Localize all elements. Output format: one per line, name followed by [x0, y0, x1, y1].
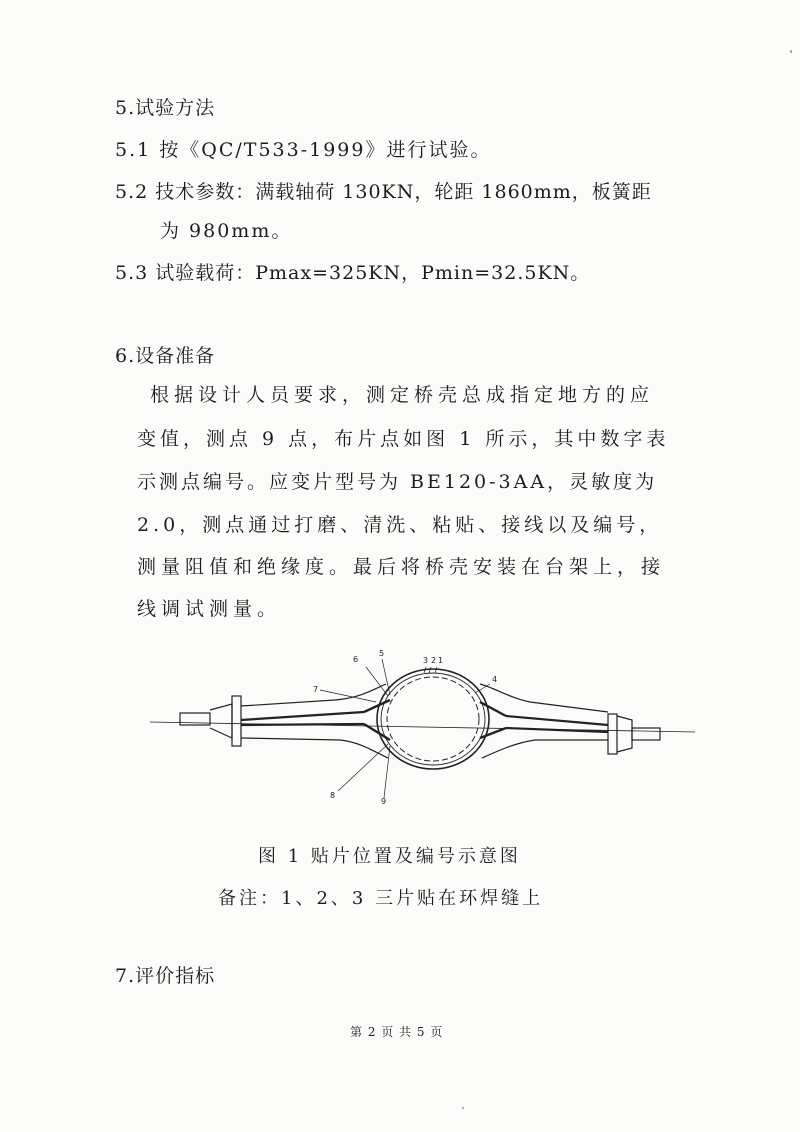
right-flange [608, 714, 617, 754]
banjo-outer [377, 669, 489, 769]
point-label-6: 6 [353, 655, 359, 664]
paragraph-line: 示测点编号。应变片型号为 BE120-3AA，灵敏度为 [137, 471, 658, 493]
point-label-2: 2 [431, 656, 437, 665]
section-6-heading: 6.设备准备 [115, 345, 216, 367]
paragraph-line: 测量阻值和绝缘度。最后将桥壳安装在台架上，接 [137, 556, 666, 578]
item-5-2-line2: 为 980mm。 [160, 220, 293, 242]
point-label-8: 8 [330, 791, 336, 800]
scan-speck [790, 50, 792, 53]
point-label-4: 4 [492, 675, 498, 684]
scan-speck [462, 1107, 464, 1109]
page-footer: 第 2 页 共 5 页 [350, 1025, 444, 1039]
banjo-inner [387, 677, 479, 761]
point-label-5: 5 [379, 649, 385, 658]
figure-note: 备注：1、2、3 三片贴在环焊缝上 [218, 888, 544, 909]
point-label-1: 1 [438, 656, 444, 665]
paragraph-line: 线调试测量。 [137, 598, 282, 620]
right-arm [480, 684, 608, 758]
left-taper [210, 704, 232, 738]
figure-caption: 图 1 贴片位置及编号示意图 [258, 846, 521, 867]
point-label-7: 7 [313, 685, 319, 694]
point-label-3: 3 [423, 656, 429, 665]
section-5-heading: 5.试验方法 [115, 97, 216, 119]
paragraph-line: 变值，测点 9 点，布片点如图 1 所示，其中数字表 [137, 428, 670, 450]
item-5-2-line1: 5.2 技术参数：满载轴荷 130KN，轮距 1860mm，板簧距 [115, 181, 652, 203]
paragraph-line: 2.0，测点通过打磨、清洗、粘贴、接线以及编号， [137, 514, 663, 536]
left-flange [232, 696, 241, 746]
paragraph-line: 根据设计人员要求，测定桥壳总成指定地方的应 [150, 384, 655, 406]
point-label-9: 9 [381, 797, 387, 806]
right-taper [617, 716, 632, 752]
item-5-3: 5.3 试验载荷：Pmax=325KN，Pmin=32.5KN。 [115, 262, 591, 284]
right-shaft [632, 728, 660, 740]
left-arm [241, 684, 388, 758]
axle-housing-figure [150, 640, 700, 820]
item-5-1: 5.1 按《QC/T533-1999》进行试验。 [115, 139, 492, 161]
section-7-heading: 7.评价指标 [115, 965, 216, 987]
